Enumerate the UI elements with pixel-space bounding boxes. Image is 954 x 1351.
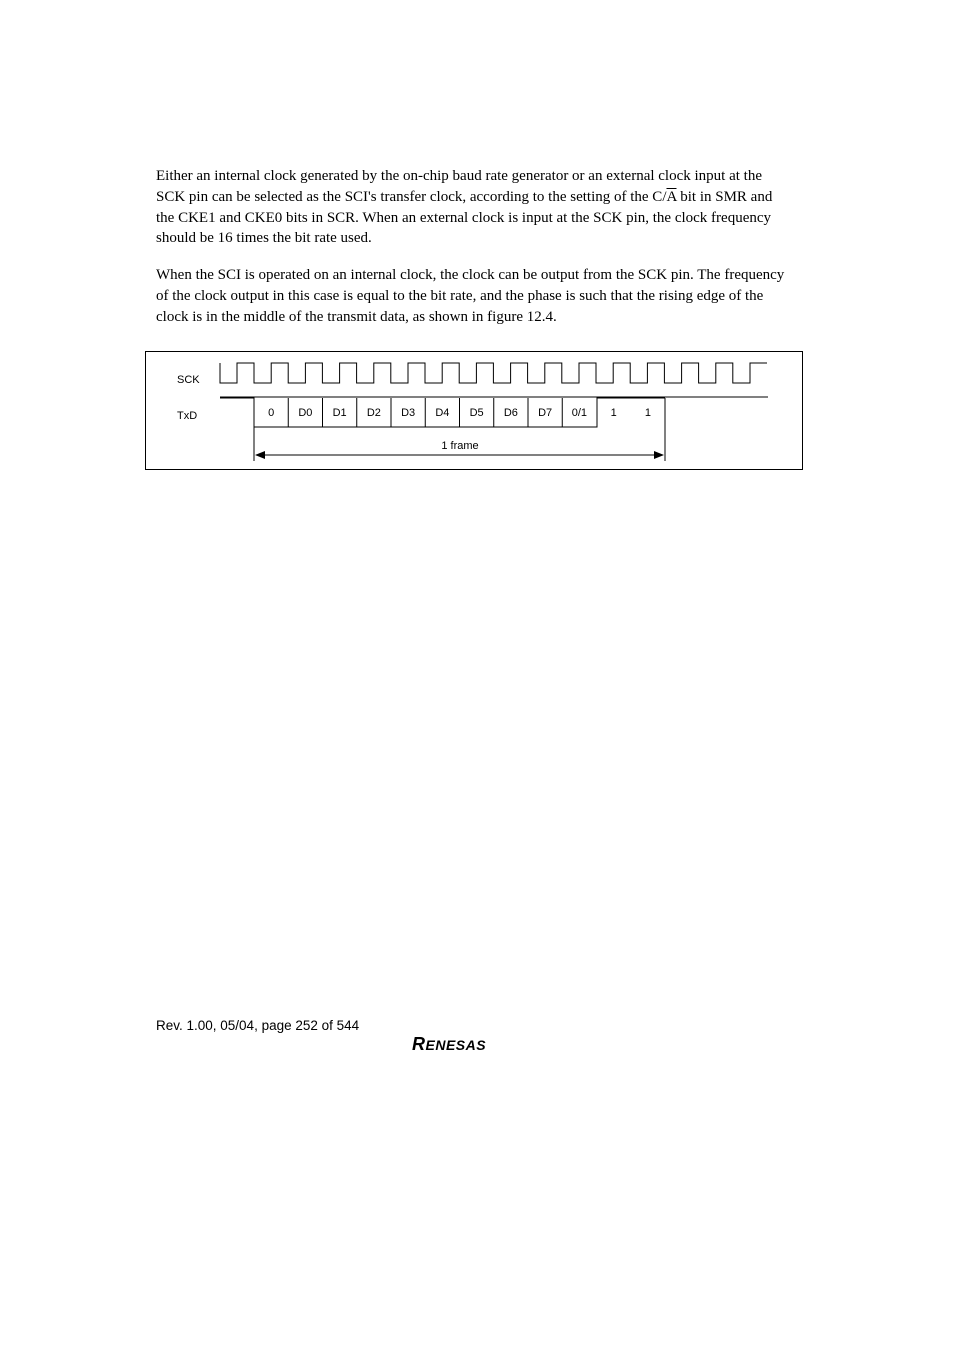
paragraph-clock-source [156,166,788,249]
sck-signal-label: SCK [177,374,200,386]
paragraph1-overline-a: $\overline{A}$ [666,188,677,205]
page-footer-revision: Rev. 1.00, 05/04, page 252 of 544 [156,1018,360,1033]
paragraph1-text-before: Either an internal clock generated by the on-chip baud rate generator or an external clock input at the SCK pin can be selected as the SCI's transfer clock, according to the setting of the C/ [156,168,762,205]
txd-bit-label: D7 [538,407,553,419]
txd-bit-label: 1 [610,407,617,419]
frame-label: 1 frame [441,440,479,452]
logo-first-letter: R [412,1034,426,1054]
txd-bit-label: 0 [268,407,275,419]
txd-bit-label: D1 [332,407,347,419]
timing-diagram-svg [146,352,802,469]
txd-bit-label: D2 [366,407,381,419]
txd-bit-label: 1 [644,407,651,419]
txd-bit-label: D4 [435,407,450,419]
paragraph-clock-output: When the SCI is operated on an internal clock, the clock can be output from the SCK pin. The frequency of the clock output in this case is equal to the bit rate, and the phase is such that the rising edge of the clock is in the middle of the transmit data, as shown in figure 12.4. [156,267,785,325]
txd-bit-cells [268,398,651,427]
timing-diagram-figure [145,351,803,470]
txd-bit-label: D3 [401,407,416,419]
txd-bit-label: D5 [469,407,484,419]
paragraph1-text-after: bit in SMR and the CKE1 and CKE0 bits in SCR. When an external clock is input at the SCK pin, the clock frequency should be 16 times the bit rate used. [156,188,773,247]
txd-bit-label: D0 [298,407,313,419]
txd-bit-label: D6 [503,407,518,419]
txd-bit-label: 0/1 [571,407,588,419]
txd-signal-label: TxD [177,410,198,422]
logo-rest: ENESAS [425,1037,487,1053]
renesas-logo [412,1034,486,1055]
sck-clock-waveform [220,363,767,383]
